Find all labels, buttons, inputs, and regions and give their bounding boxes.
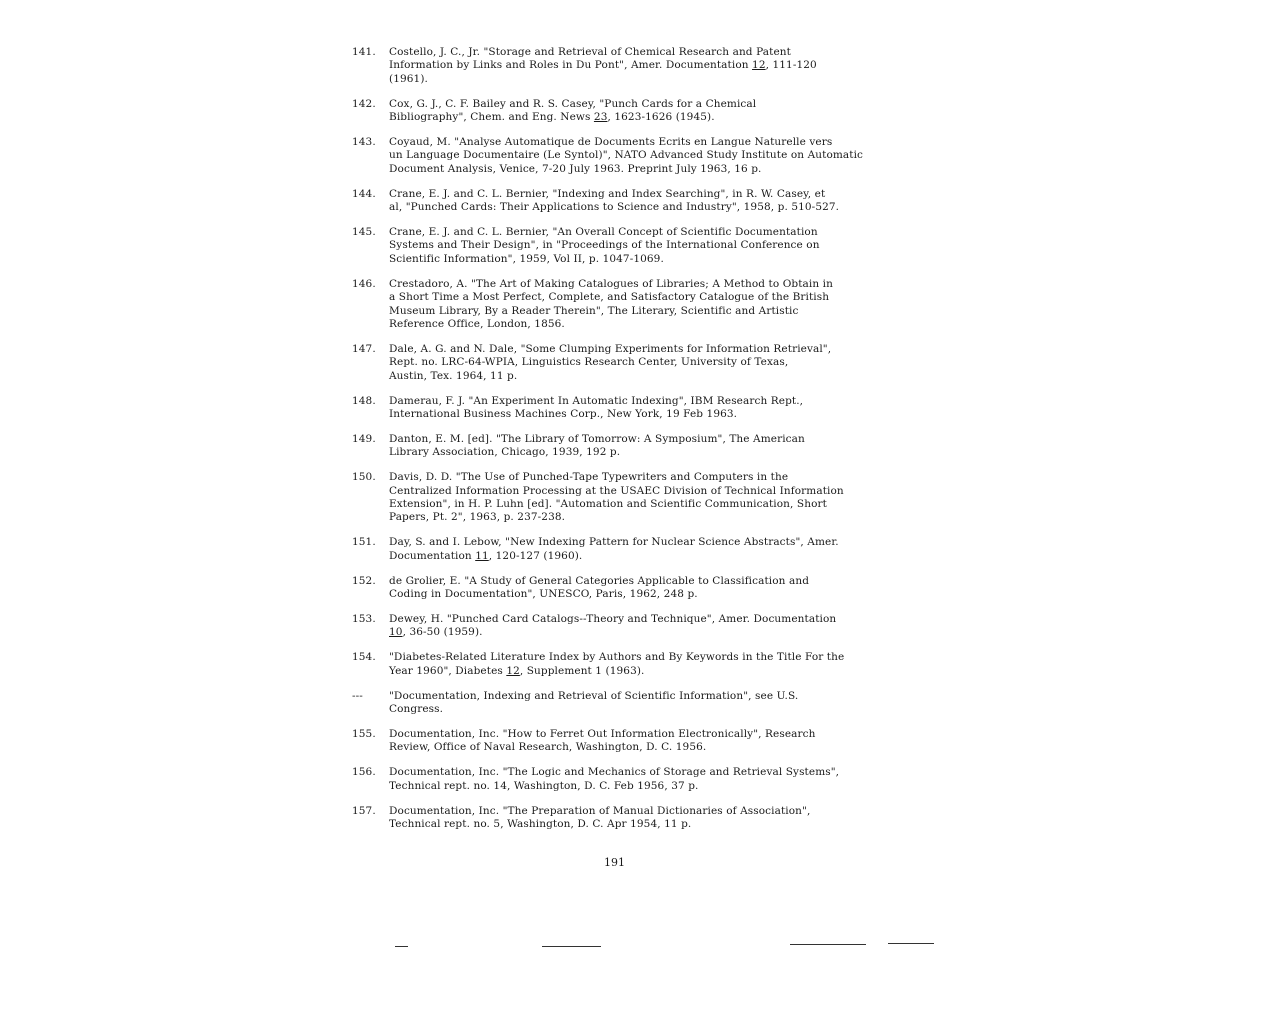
reference-entry: [352, 651, 882, 678]
reference-text: [389, 46, 882, 86]
reference-entry: [352, 613, 882, 640]
reference-line: [389, 149, 882, 162]
reference-number: 156.: [352, 766, 376, 779]
reference-number: 152.: [352, 574, 376, 587]
reference-line: [389, 226, 882, 239]
reference-line: [389, 613, 882, 626]
reference-segment: International Business Machines Corp., New York, 19 Feb 1963.: [389, 408, 738, 421]
reference-line: [389, 728, 882, 741]
reference-line: [389, 805, 882, 818]
reference-number: 141.: [352, 46, 376, 58]
reference-line: [389, 665, 882, 678]
reference-number: 148.: [352, 394, 376, 407]
reference-segment: Crestadoro, A. "The Art of Making Catalogues of Libraries; A Method to Obtain in: [389, 277, 833, 290]
reference-entry: [352, 690, 882, 717]
reference-segment: , 36-50 (1959).: [402, 626, 483, 639]
reference-line: [389, 818, 882, 831]
reference-number: 157.: [352, 804, 376, 817]
reference-segment: Information by Links and Roles in Du Pont", Amer. Documentation: [389, 59, 753, 72]
reference-line: [389, 163, 882, 176]
reference-segment: Dewey, H. "Punched Card Catalogs--Theory and Technique", Amer. Documentation: [389, 613, 837, 625]
reference-line: [389, 343, 882, 356]
reference-text: [389, 613, 882, 640]
reference-line: [389, 356, 882, 369]
reference-number: 149.: [352, 432, 376, 445]
reference-line: [389, 575, 882, 588]
reference-segment: Costello, J. C., Jr. "Storage and Retrieval of Chemical Research and Patent: [389, 46, 791, 58]
reference-number: 154.: [352, 651, 376, 664]
reference-segment: Damerau, F. J. "An Experiment In Automatic Indexing", IBM Research Rept.,: [389, 394, 804, 407]
reference-segment: Congress.: [389, 703, 444, 716]
reference-line: [389, 291, 882, 304]
reference-line: [389, 446, 882, 459]
reference-text: [389, 98, 882, 125]
volume-number: 23: [593, 111, 608, 124]
reference-number: 155.: [352, 727, 376, 740]
reference-line: [389, 201, 882, 214]
reference-segment: Documentation, Inc. "The Preparation of Manual Dictionaries of Association",: [389, 804, 811, 817]
reference-line: [389, 433, 882, 446]
reference-text: [389, 690, 882, 717]
volume-number: 12: [506, 664, 520, 677]
reference-number: 144.: [352, 187, 376, 200]
reference-segment: Extension", in H. P. Luhn [ed]. "Automation and Scientific Communication, Short: [389, 498, 827, 511]
reference-segment: Danton, E. M. [ed]. "The Library of Tomorrow: A Symposium", The American: [389, 432, 805, 445]
reference-segment: Documentation, Inc. "How to Ferret Out Information Electronically", Research: [389, 727, 816, 740]
reference-text: [389, 278, 882, 332]
reference-segment: al, "Punched Cards: Their Applications to Science and Industry", 1958, p. 510-527.: [389, 201, 840, 214]
reference-number: 151.: [352, 536, 376, 549]
reference-number: ---: [352, 689, 363, 702]
reference-line: [389, 536, 882, 549]
reference-text: [389, 226, 882, 266]
reference-line: [389, 370, 882, 383]
reference-entry: [352, 805, 882, 832]
reference-entry: [352, 188, 882, 215]
reference-line: [389, 59, 882, 72]
reference-segment: Document Analysis, Venice, 7-20 July 1963. Preprint July 1963, 16 p.: [389, 162, 762, 175]
reference-segment: Coyaud, M. "Analyse Automatique de Documents Ecrits en Langue Naturelle vers: [389, 136, 833, 149]
reference-list: [352, 46, 882, 843]
reference-line: [389, 741, 882, 754]
reference-segment: Documentation, Inc. "The Logic and Mechanics of Storage and Retrieval Systems",: [389, 766, 840, 779]
reference-text: [389, 728, 882, 755]
volume-number: 10: [389, 626, 403, 639]
reference-segment: Cox, G. J., C. F. Bailey and R. S. Casey, "Punch Cards for a Chemical: [389, 97, 757, 110]
reference-segment: Coding in Documentation", UNESCO, Paris, 1962, 248 p.: [389, 588, 698, 601]
reference-text: [389, 471, 882, 525]
reference-entry: [352, 395, 882, 422]
reference-entry: [352, 471, 882, 525]
reference-segment: Davis, D. D. "The Use of Punched-Tape Typewriters and Computers in the: [389, 471, 789, 484]
scan-artifact-line: [790, 944, 866, 945]
reference-segment: un Language Documentaire (Le Syntol)", NATO Advanced Study Institute on Automatic: [389, 149, 864, 162]
reference-segment: Library Association, Chicago, 1939, 192 p.: [389, 446, 621, 459]
reference-segment: Technical rept. no. 14, Washington, D. C. Feb 1956, 37 p.: [389, 779, 699, 792]
reference-line: [389, 111, 882, 124]
reference-text: [389, 805, 882, 832]
reference-entry: [352, 343, 882, 383]
reference-entry: [352, 46, 882, 86]
reference-line: [389, 278, 882, 291]
reference-entry: [352, 433, 882, 460]
reference-segment: "Diabetes-Related Literature Index by Authors and By Keywords in the Title For the: [389, 651, 845, 664]
reference-segment: a Short Time a Most Perfect, Complete, and Satisfactory Catalogue of the British: [389, 291, 830, 304]
scan-artifact-line: [395, 946, 408, 947]
reference-line: [389, 651, 882, 664]
reference-number: 145.: [352, 226, 376, 239]
reference-line: [389, 471, 882, 484]
reference-entry: [352, 226, 882, 266]
reference-text: [389, 536, 882, 563]
reference-line: [389, 498, 882, 511]
reference-text: [389, 433, 882, 460]
reference-segment: , Supplement 1 (1963).: [519, 664, 645, 677]
reference-segment: , 1623-1626 (1945).: [607, 111, 715, 124]
reference-text: [389, 343, 882, 383]
reference-line: [389, 188, 882, 201]
reference-line: [389, 136, 882, 149]
reference-segment: Documentation: [389, 549, 476, 562]
reference-line: [389, 73, 882, 86]
reference-line: [389, 408, 882, 421]
reference-entry: [352, 575, 882, 602]
reference-segment: , 111-120: [765, 59, 817, 72]
reference-segment: Dale, A. G. and N. Dale, "Some Clumping Experiments for Information Retrieval",: [389, 342, 832, 355]
reference-segment: Day, S. and I. Lebow, "New Indexing Pattern for Nuclear Science Abstracts", Amer.: [389, 536, 839, 549]
reference-segment: Rept. no. LRC-64-WPIA, Linguistics Research Center, University of Texas,: [389, 356, 789, 369]
reference-line: [389, 305, 882, 318]
reference-line: [389, 318, 882, 331]
reference-number: 147.: [352, 342, 376, 355]
reference-number: 153.: [352, 613, 376, 625]
reference-segment: Museum Library, By a Reader Therein", The Literary, Scientific and Artistic: [389, 304, 799, 317]
reference-line: [389, 98, 882, 111]
reference-line: [389, 690, 882, 703]
reference-text: [389, 395, 882, 422]
volume-number: 11: [475, 549, 489, 562]
reference-number: 146.: [352, 277, 376, 290]
reference-line: [389, 780, 882, 793]
reference-line: [389, 485, 882, 498]
reference-segment: Bibliography", Chem. and Eng. News: [389, 111, 594, 124]
reference-segment: (1961).: [389, 72, 428, 85]
reference-segment: Reference Office, London, 1856.: [389, 318, 565, 330]
reference-segment: Centralized Information Processing at the USAEC Division of Technical Information: [389, 484, 844, 497]
reference-number: 143.: [352, 136, 376, 149]
reference-text: [389, 136, 882, 176]
reference-line: [389, 395, 882, 408]
reference-text: [389, 651, 882, 678]
reference-number: 142.: [352, 97, 376, 110]
reference-segment: Review, Office of Naval Research, Washington, D. C. 1956.: [389, 741, 707, 754]
reference-text: [389, 575, 882, 602]
reference-line: [389, 511, 882, 524]
reference-segment: Year 1960", Diabetes: [389, 664, 507, 677]
reference-line: [389, 703, 882, 716]
volume-number: 12: [752, 59, 766, 72]
reference-line: [389, 550, 882, 563]
reference-number: 150.: [352, 471, 376, 484]
reference-segment: Technical rept. no. 5, Washington, D. C. Apr 1954, 11 p.: [389, 817, 692, 830]
reference-segment: "Documentation, Indexing and Retrieval of Scientific Information", see U.S.: [389, 689, 799, 702]
reference-entry: [352, 728, 882, 755]
reference-line: [389, 239, 882, 252]
reference-line: [389, 626, 882, 639]
reference-text: [389, 766, 882, 793]
reference-line: [389, 253, 882, 266]
reference-entry: [352, 766, 882, 793]
reference-segment: Crane, E. J. and C. L. Bernier, "Indexing and Index Searching", in R. W. Casey, et: [389, 187, 826, 200]
reference-entry: [352, 278, 882, 332]
reference-entry: [352, 536, 882, 563]
reference-line: [389, 766, 882, 779]
reference-entry: [352, 98, 882, 125]
reference-segment: Austin, Tex. 1964, 11 p.: [389, 369, 518, 382]
reference-segment: de Grolier, E. "A Study of General Categories Applicable to Classification and: [389, 574, 810, 587]
reference-line: [389, 588, 882, 601]
reference-segment: , 120-127 (1960).: [488, 549, 583, 562]
reference-segment: Systems and Their Design", in "Proceedings of the International Conference on: [389, 239, 820, 252]
reference-text: [389, 188, 882, 215]
reference-entry: [352, 136, 882, 176]
reference-segment: Crane, E. J. and C. L. Bernier, "An Overall Concept of Scientific Documentation: [389, 226, 818, 239]
reference-segment: Papers, Pt. 2", 1963, p. 237-238.: [389, 511, 566, 524]
reference-segment: Scientific Information", 1959, Vol II, p. 1047-1069.: [389, 252, 664, 265]
reference-line: [389, 46, 882, 59]
scan-artifact-line: [542, 946, 601, 947]
page-number: 191: [604, 856, 625, 869]
scan-artifact-line: [888, 943, 934, 944]
